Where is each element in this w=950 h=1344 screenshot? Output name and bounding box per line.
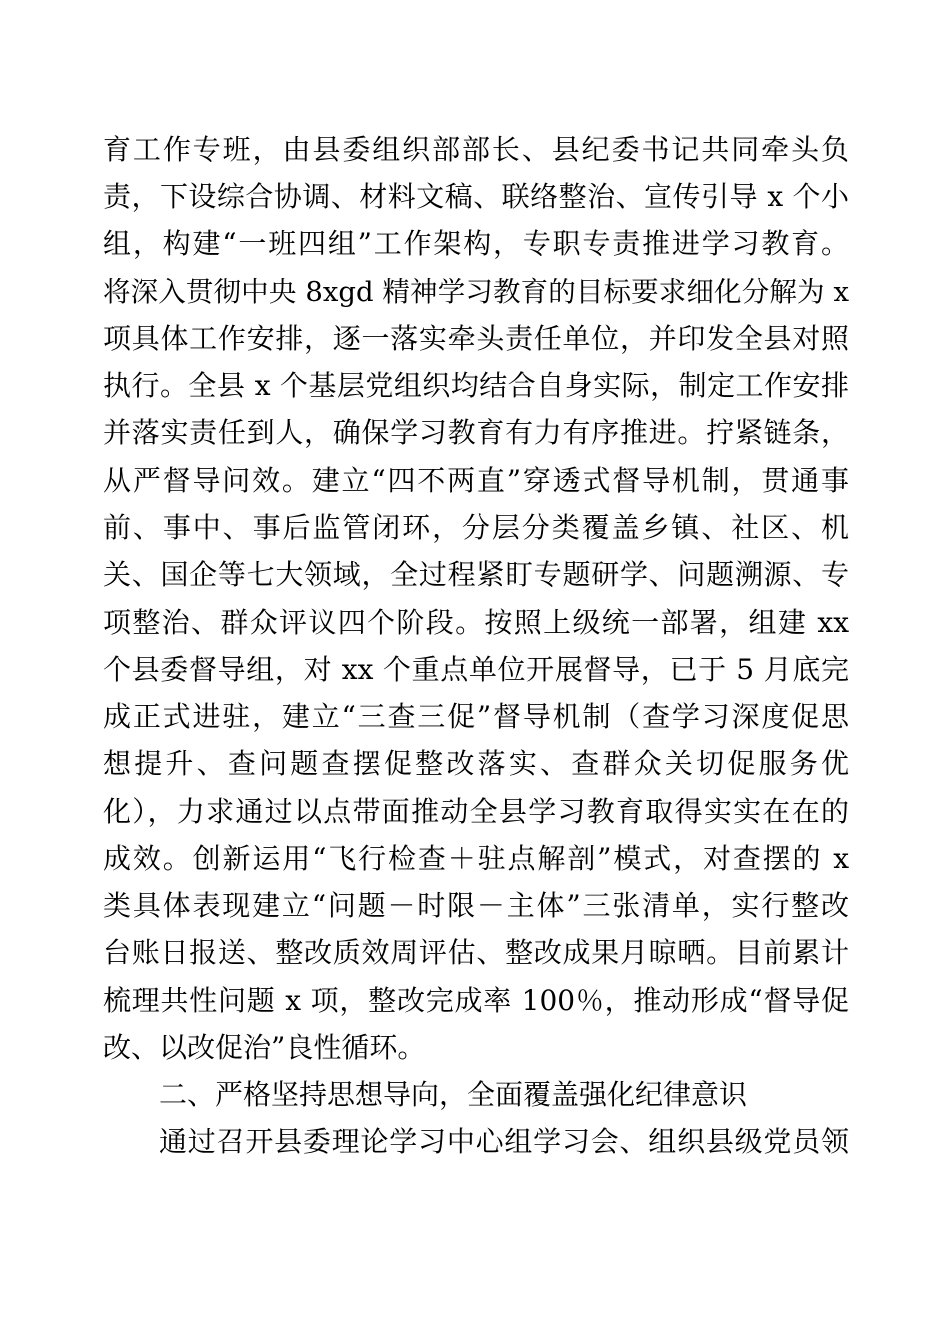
text-line: 育工作专班，由县委组织部部长、县纪委书记共同牵头负 [103, 133, 849, 166]
text-line: 组，构建“一班四组”工作架构，专职专责推进学习教育。 [103, 227, 849, 260]
text-line: 并落实责任到人，确保学习教育有力有序推进。拧紧链条， [103, 416, 849, 449]
text-line: 想提升、查问题查摆促整改落实、查群众关切促服务优 [103, 747, 849, 780]
section-heading: 二、严格坚持思想导向，全面覆盖强化纪律意识 [159, 1078, 748, 1111]
text-line: 成正式进驻，建立“三查三促”督导机制（查学习深度促思 [103, 700, 849, 733]
text-line: 成效。创新运用“飞行检查＋驻点解剖”模式，对查摆的 x [103, 842, 849, 875]
text-line: 化），力求通过以点带面推动全县学习教育取得实实在在的 [103, 795, 849, 828]
text-line: 项整治、群众评议四个阶段。按照上级统一部署，组建 xx [103, 606, 849, 639]
text-line: 台账日报送、整改质效周评估、整改成果月晾晒。目前累计 [103, 936, 849, 969]
text-line: 将深入贯彻中央 8xgd 精神学习教育的目标要求细化分解为 x [103, 276, 849, 308]
text-line: 责，下设综合协调、材料文稿、联络整治、宣传引导 x 个小 [103, 180, 849, 213]
text-line: 从严督导问效。建立“四不两直”穿透式督导机制，贯通事 [103, 464, 849, 497]
text-line: 梳理共性问题 x 项，整改完成率 100％，推动形成“督导促 [103, 984, 849, 1017]
text-line: 执行。全县 x 个基层党组织均结合自身实际，制定工作安排 [103, 369, 849, 402]
paragraph-first-line: 通过召开县委理论学习中心组学习会、组织县级党员领 [159, 1125, 849, 1158]
text-line: 项具体工作安排，逐一落实牵头责任单位，并印发全县对照 [103, 322, 849, 355]
text-line: 个县委督导组，对 xx 个重点单位开展督导，已于 5 月底完 [103, 653, 849, 686]
text-line: 前、事中、事后监管闭环，分层分类覆盖乡镇、社区、机 [103, 511, 849, 544]
text-line: 类具体表现建立“问题－时限－主体”三张清单，实行整改 [103, 889, 849, 922]
paragraph-last-line: 改、以改促治”良性循环。 [103, 1031, 426, 1064]
text-line: 关、国企等七大领域，全过程紧盯专题研学、问题溯源、专 [103, 558, 849, 591]
